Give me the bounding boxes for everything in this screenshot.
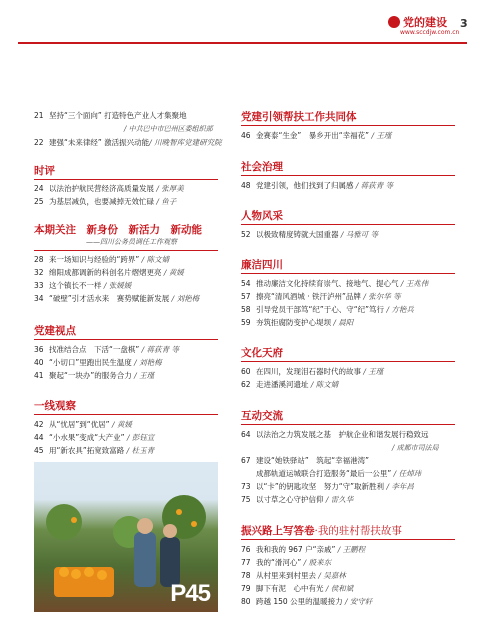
section-subtitle: ——四川公务员调任工作观察 [86,238,177,246]
toc-entry[interactable]: 44 “小水果”变成“大产业” / 彭钰宣 [34,433,155,442]
toc-entry[interactable]: 80 跨越 150 公里的温暖接力 / 安守轩 [241,597,373,606]
toc-entry[interactable]: 32 绵阳成都调新的科创名片熠熠更亮 / 黄媛 [34,268,184,277]
toc-entry[interactable]: 21 坚持“三个面向” 打造特色产业人才集聚地 [34,111,187,120]
toc-entry[interactable]: 36 找准结合点 下活“一盘棋” / 蒋荻青 等 [34,345,179,354]
section-rule [34,250,218,251]
toc-entry[interactable]: 78 从村里来到村里去 / 吴嘉林 [241,571,346,580]
toc-entry-author: / 中共巴中市巴州区委组织部 [124,125,213,133]
toc-entry[interactable]: 79 脚下有泥 心中有光 / 侯和斌 [241,584,354,593]
section-title: 文化天府 [241,347,283,359]
toc-entry[interactable]: 75 以寸草之心守护信仰 / 雷久华 [241,495,354,504]
section-rule [34,339,218,340]
toc-entry[interactable]: 76 我和我的 967 户“亲戚” / 王鹏程 [241,545,366,554]
section-title: 人物风采 [241,210,283,222]
magazine-logo [388,14,460,40]
toc-entry[interactable]: 22 建强“未来律经” 激活振兴动能/ 川晚智库党建研究院 [34,138,222,147]
photo-page-label: P45 [170,580,210,607]
toc-entry[interactable]: 48 党建引领，他们找到了归属感 / 蒋荻青 等 [241,181,394,190]
toc-entry[interactable]: 77 我的“滑河心” / 殷来东 [241,558,332,567]
toc-entry[interactable]: 73 以“卡”的钥匙攻坚 努力“守”取新胜利 / 李年昌 [241,482,414,491]
cover-story-photo [34,462,218,612]
toc-entry[interactable]: 52 以极致精度铸就大国重器 / 马雅可 等 [241,230,379,239]
section-title: 社会治理 [241,161,283,173]
toc-entry[interactable]: 62 走进潘溪河遗址 / 陈文婧 [241,380,339,389]
toc-entry-author: / 成都市司法局 [392,444,439,452]
toc-entry[interactable]: 25 为基层减负，也要减掉无效忙碌 / 鱼子 [34,197,177,206]
section-title: 廉洁四川 [241,259,283,271]
section-rule [34,414,218,415]
toc-entry[interactable]: 34 “破壁”引才活水来 赛势赋能新发展 / 刘艳梅 [34,294,200,303]
toc-entry[interactable]: 67 建设“她铁驿站” 筑起“幸福港湾” [241,456,370,465]
toc-entry[interactable]: 24 以法治护航民营经济高质量发展 / 张厚美 [34,184,184,193]
section-rule [241,175,455,176]
toc-entry-continued[interactable]: 成都轨道运城联合打造服务“最后一公里” / 任焯玮 [256,469,422,478]
toc-entry[interactable]: 59 夯筑拒腐防变护心堤坝 / 晨阳 [241,318,354,327]
logo-url: www.sccdjw.com.cn [400,29,460,36]
section-rule [241,125,455,126]
logo-text: 党的建设 [403,16,447,29]
section-title: 互动交流 [241,410,283,422]
toc-entry[interactable]: 46 金赛泰“生金” 暴乡开出“幸福花” / 王瑾 [241,131,392,140]
section-title: 一线观察 [34,400,76,412]
section-title: 党建引领帮扶工作共同体 [241,111,357,123]
toc-entry[interactable]: 64 以法治之力筑发展之基 护航企业和谐发展行稳致远 [241,430,429,439]
toc-entry[interactable]: 40 “小切口”里跑出民生温度 / 刘艳梅 [34,358,162,367]
toc-entry[interactable]: 54 推动廉洁文化持续育崇气、接地气、提心气 / 王兆伟 [241,279,429,288]
toc-entry[interactable]: 58 引导党员干部笃“纪”于心、守“纪”笃行 / 方艳兵 [241,305,414,314]
party-emblem-icon [388,16,400,28]
toc-entry[interactable]: 33 这个镇长不一样 / 张媛媛 [34,281,132,290]
toc-entry[interactable]: 45 用“新农具”拓宽致富路 / 杜玉青 [34,446,155,455]
toc-entry[interactable]: 60 在四川，发现泪石器时代的故事 / 王瑾 [241,367,384,376]
toc-entry[interactable]: 28 来一场知识与经验的“跨界” / 陈文婧 [34,255,170,264]
toc-entry[interactable]: 41 聚起“一块办”的服务合力 / 王瑾 [34,371,155,380]
toc-entry[interactable]: 42 从“忧居”到“优居” / 黄媛 [34,420,132,429]
section-rule [241,361,455,362]
section-title: 振兴路上写答卷·我的驻村帮扶故事 [241,525,402,537]
section-title: 党建视点 [34,325,76,337]
section-rule [241,539,455,540]
section-rule [241,424,455,425]
section-rule [241,224,455,225]
toc-entry[interactable]: 57 擦亮“清风酒城 · 铁汗泸州”品牌 / 张尔华 等 [241,292,401,301]
page-number: 3 [460,17,468,30]
section-rule [241,273,455,274]
section-rule [34,179,218,180]
section-title: 时评 [34,165,55,177]
header-rule [18,42,467,44]
section-title: 本期关注 新身份 新活力 新动能 [34,224,202,236]
